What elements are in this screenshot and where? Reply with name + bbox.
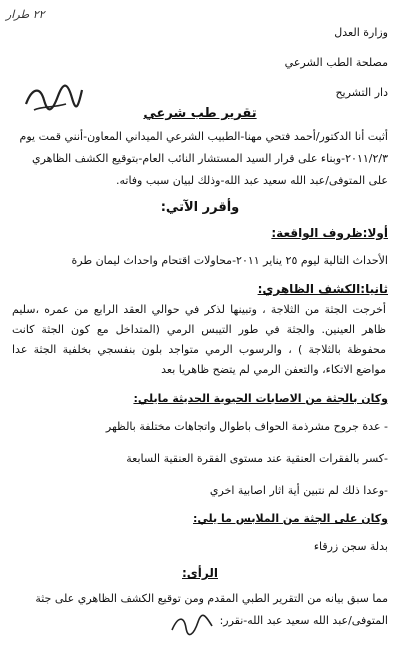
header-ministry: وزارة العدل <box>334 26 388 39</box>
header-section: دار التشريح <box>335 86 388 99</box>
opinion-line-1: مما سبق بيانه من التقرير الطبي المقدم ومن توقيع الكشف الظاهري على جثة <box>35 592 388 605</box>
injuries-heading: وكان بالجثة من الاصابات الحيوية الحديثة مايلي: <box>133 392 388 405</box>
report-title: تقرير طب شرعي <box>143 106 257 121</box>
decision-heading: وأقرر الآتي: <box>160 200 240 215</box>
handwritten-page-number: ٢٢ طرار <box>6 8 45 21</box>
opinion-line-2: المتوفى/عبد الله سعيد عبد الله-نقرر: <box>219 614 388 627</box>
section1-heading: أولا:ظروف الواقعة: <box>271 226 388 240</box>
opinion-heading: الرأى: <box>182 566 218 580</box>
clothes-heading: وكان على الجثة من الملابس ما يلي: <box>193 512 388 525</box>
header-department: مصلحة الطب الشرعي <box>284 56 388 69</box>
injury-item-2: -كسر بالفقرات العنقية عند مستوى الفقرة العنقية السابعة <box>126 452 388 465</box>
section1-text: الأحداث التالية ليوم ٢٥ يناير ٢٠١١-محاولات اقتحام واحداث ليمان طرة <box>71 254 388 267</box>
intro-line-2: ٢٠١١/٢/٣-وبناء على قرار السيد المستشار النائب العام-بتوقيع الكشف الظاهري <box>31 152 388 165</box>
intro-line-1: أثبت أنا الدكتور/أحمد فتحي مهنا-الطبيب الشرعي الميداني المعاون-أنني قمت يوم <box>19 130 388 143</box>
bottom-signature-icon <box>170 612 214 638</box>
intro-line-3: على المتوفى/عبد الله سعيد عبد الله-وذلك لبيان سبب وفاته. <box>115 174 388 187</box>
examination-paragraph: أخرجت الجثة من الثلاجة ، وتبينها لذكر في حوالي العقد الرابع من عمره ،سليم ظاهر العينين. والجثة في طور التيبس الرمي (المتداخل مع كون الجثة كانت محفوظة بالثلاجة ) ، والرسوب الرمي متواجد بلون بنفسجي بخلفية الجثة عدا مواضع الاتكاء، والتعفن الرمي لم يتضح ظاهريا بعد <box>12 303 386 376</box>
clothes-text: بدلة سجن زرقاء <box>313 540 388 553</box>
section2-heading: ثانيا:الكشف الظاهري: <box>257 282 388 296</box>
injury-item-3: -وعدا ذلك لم نتبين أية اثار اصابية اخري <box>209 484 388 497</box>
injury-item-1: - عدة جروح مشرذمة الحواف باطوال واتجاهات مختلفة بالظهر <box>105 420 388 433</box>
